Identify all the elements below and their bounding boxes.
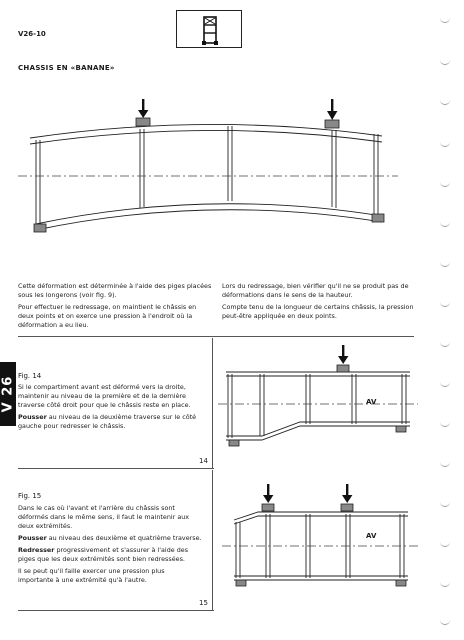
intro-right-paragraph-2: Compte tenu de la longueur de certains châssis, la pression peut-être appliquée en deux points.: [222, 303, 414, 320]
fig14-title: Fig. 14: [18, 372, 42, 380]
binding-marks: [434, 0, 464, 640]
section-title: CHASSIS EN «BANANE»: [18, 64, 115, 72]
fig15-straighten-label: Redresser: [18, 546, 55, 554]
intro-left-paragraph-1: Cette déformation est déterminée à l'aide des piges placées sous les longerons (voir fig. 9).: [18, 282, 212, 299]
fig14-number: 14: [199, 457, 208, 465]
intro-right-paragraph-1: Lors du redressage, bien vérifier qu'il ne se produit pas de déformations dans le sens de la hauteur.: [222, 282, 409, 299]
page-code: V26-10: [18, 30, 46, 38]
fig15-paragraph-4: Il se peut qu'il faille exercer une pression plus importante à une extrémité qu'à l'autre.: [18, 567, 165, 584]
intro-left-paragraph-2: Pour effectuer le redressage, on maintient le châssis en deux points et on exerce une pression à l'endroit où la déformation a eu lieu.: [18, 303, 197, 329]
fig14-av-label: AV: [366, 398, 377, 406]
fig15-push-text: au niveau des deuxième et quatrième traverse.: [46, 534, 202, 542]
fig15-push-label: Pousser: [18, 534, 47, 542]
fig15-number: 15: [199, 599, 208, 607]
fig15-paragraph-1: Dans le cas où l'avant et l'arrière du châssis sont déformés dans le même sens, il faut le maintenir aux deux extrémités.: [18, 504, 190, 530]
fig14-push-text: au niveau de la deuxième traverse sur le côté gauche pour redresser le châssis.: [18, 413, 197, 430]
side-tab-label: V 26: [0, 375, 16, 413]
fig15-straighten-text: progressivement et s'assurer à l'aide des piges que les deux extrémités sont bien redressées.: [18, 546, 189, 563]
fig15-title: Fig. 15: [18, 492, 42, 500]
fig14-push-label: Pousser: [18, 413, 47, 421]
fig14-paragraph-1: Si le compartiment avant est déformé vers la droite, maintenir au niveau de la première et de la dernière traverse côté droit pour que le châssis reste en place.: [18, 383, 191, 409]
fig15-av-label: AV: [366, 532, 377, 540]
